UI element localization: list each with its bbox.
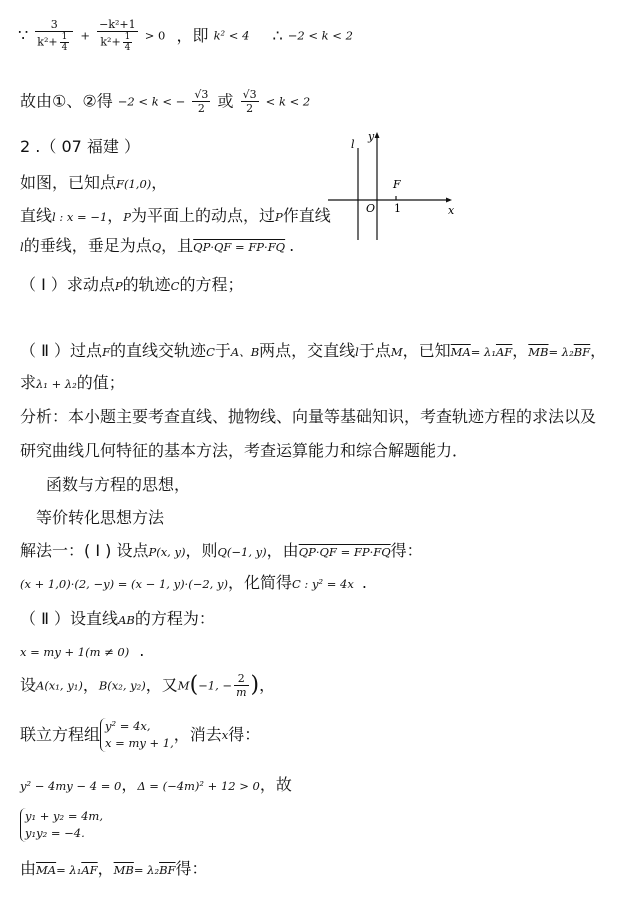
- vec-BF: $\overline{BF}$: [573, 345, 591, 359]
- part2-text-f: ，已知: [402, 341, 451, 360]
- analysis-line-c: 函数与方程的思想，: [46, 475, 191, 494]
- then-label: ，即: [176, 25, 209, 45]
- discriminant: Δ = (−4m)² + 12 > 0: [137, 779, 260, 793]
- system-text-b: ，消去: [173, 725, 222, 744]
- analysis-line-a: 分析：本小题主要考查直线、抛物线、向量等基础知识，考查轨迹方程的求法以及: [20, 407, 597, 426]
- line-ab-expr: x = my + 1(m ≠ 0): [20, 645, 130, 659]
- points-end: ，: [259, 675, 276, 695]
- line-def-comma: ，: [107, 206, 124, 225]
- line-def-text-b: 为平面上的动点，过: [131, 206, 276, 225]
- or-word: 或: [217, 91, 234, 111]
- part2-text-e: 于点: [358, 341, 391, 360]
- points-def: [20, 672, 275, 712]
- quadratic-comma: ，: [121, 775, 138, 794]
- point-P-2: P: [275, 210, 283, 224]
- analysis-line-b: 研究曲线几何特征的基本方法，考查运算能力和综合解题能力．: [20, 441, 469, 460]
- eliminate-x: x: [221, 728, 229, 742]
- line-def: [20, 205, 331, 228]
- vec-AF: $\overline{AF}$: [495, 345, 513, 359]
- line-def-text-c: 作直线: [282, 206, 331, 225]
- quadratic-expr: y² − 4my − 4 = 0: [20, 779, 122, 793]
- point-M: M: [177, 678, 190, 693]
- system-eq1: y² = 4x,: [105, 719, 151, 733]
- system-line: [20, 718, 260, 758]
- part2-end: ，: [590, 341, 607, 360]
- range-a: −2 < k < −: [117, 94, 186, 109]
- solution1-line: [20, 540, 423, 563]
- part2-sep: ，: [512, 341, 529, 360]
- M-paren-close: ): [250, 672, 260, 698]
- range-b: < k < 2: [265, 94, 311, 109]
- label-y: y: [368, 130, 375, 143]
- points-text-b: ，又: [145, 675, 178, 695]
- system-eq2: x = my + 1,: [105, 736, 174, 750]
- part2b-text-b: 的值；: [76, 373, 125, 392]
- part2-text-d: 两点，交直线: [259, 341, 356, 360]
- figure-svg: [328, 128, 458, 243]
- sol2-text-a: （ Ⅱ ）设直线: [20, 609, 119, 628]
- vieta-brace: [20, 808, 103, 842]
- part2b-line: [20, 372, 125, 395]
- sol1-text-a: 解法一：( Ⅰ ) 设点: [20, 541, 149, 560]
- x-axis-arrow: [446, 198, 452, 203]
- vec-MA: $\overline{MA}$: [450, 345, 471, 359]
- line-l-ref: l: [20, 240, 24, 254]
- part1-label: （ Ⅰ ）求动点: [20, 275, 115, 294]
- sol1-text-b: ，则: [185, 541, 218, 560]
- point-B: B(x₂, y₂): [98, 678, 146, 693]
- given-line: [20, 172, 167, 195]
- k-squared-ineq: k² < 4: [213, 28, 250, 43]
- point-A: A(x₁, y₁): [36, 678, 83, 693]
- label-l: l: [351, 138, 355, 151]
- line-l-equation: l : x = −1: [52, 210, 108, 224]
- point-Q: Q: [151, 240, 162, 254]
- line-def-text-a: 直线: [20, 206, 53, 225]
- final-vec-MB: $\overline{MB}$: [113, 863, 134, 877]
- perp-line: [20, 235, 294, 258]
- lambda-sum: λ₁ + λ₂: [36, 377, 77, 391]
- parabola-result: C : y² = 4x: [291, 577, 354, 591]
- points-comma: ，: [82, 675, 99, 695]
- vieta-eq2: y₁y₂ = −4.: [25, 826, 85, 840]
- label-F: F: [393, 178, 401, 191]
- sol1-text-c: ，由: [266, 541, 299, 560]
- part1-mid: 的轨迹: [122, 275, 171, 294]
- inequality-line: ∵ 3 k²+ $\frac{1}{4}$ + −k²+1 k²+ $\frac{1}{4}$ > 0 ，即 k² < 4 ∴ −2 < k < 2: [18, 18, 353, 53]
- part2-M: M: [390, 345, 403, 359]
- final-line: [20, 858, 208, 881]
- vieta-line: [20, 808, 103, 848]
- y-axis-arrow: [375, 132, 380, 138]
- line-ab-equation: [20, 640, 144, 663]
- part1-line: [20, 274, 244, 297]
- analysis-line-d: 等价转化思想方法: [36, 508, 165, 527]
- quadratic-line: [20, 774, 292, 797]
- system-brace: [100, 718, 174, 752]
- because-symbol: ∵: [18, 25, 29, 45]
- label-O: O: [366, 202, 376, 215]
- sol1-Q: Q(−1, y): [217, 545, 267, 559]
- sol1-calc-end: .: [361, 573, 367, 592]
- final-rhs2: = λ₂: [133, 863, 160, 877]
- solution2-line: [20, 608, 215, 631]
- fraction-2: −k²+1 k²+ $\frac{1}{4}$: [99, 18, 136, 53]
- conclusion-prefix: 故由①、②得: [20, 91, 113, 111]
- sqrt3-over-2-b: $\frac{√3}{2}$: [242, 88, 257, 115]
- final-text-b: 得：: [175, 859, 208, 878]
- dot-product-expr: (x + 1,0)·(2, −y) = (x − 1, y)·(−2, y): [20, 577, 228, 591]
- part2b-text-a: 求: [20, 373, 37, 392]
- part2-l: l: [355, 345, 359, 359]
- sol1-calc-text: ，化简得: [227, 573, 292, 592]
- part2-F: F: [102, 345, 111, 359]
- ineq-tail: > 0: [144, 28, 166, 43]
- coordinate-figure: [328, 128, 458, 243]
- perp-end: .: [289, 236, 295, 255]
- part2-C: C: [206, 345, 215, 359]
- eq1-rhs: = λ₁: [470, 345, 496, 359]
- final-rhs1: = λ₁: [56, 863, 82, 877]
- final-comma: ，: [97, 859, 114, 878]
- part2-AB: A、B: [230, 345, 260, 359]
- final-text-a: 由: [20, 859, 37, 878]
- part2-text-b: 的直线交轨迹: [110, 341, 207, 360]
- part1-P: P: [114, 279, 123, 293]
- M-coord: −1, −: [198, 678, 233, 693]
- final-vec-AF: $\overline{AF}$: [81, 863, 98, 877]
- part2-line: [20, 340, 606, 363]
- part1-C: C: [170, 279, 180, 293]
- k-range: −2 < k < 2: [287, 28, 353, 43]
- given-comma: ，: [151, 173, 168, 192]
- two-over-m: $\frac{2}{m}$: [236, 672, 247, 699]
- eq2-rhs: = λ₂: [548, 345, 574, 359]
- vieta-eq1: y₁ + y₂ = 4m,: [25, 809, 103, 823]
- final-vec-MA: $\overline{MA}$: [36, 863, 57, 877]
- therefore-symbol: ∴: [272, 25, 283, 45]
- points-text-a: 设: [20, 675, 37, 695]
- perp-text-b: ，且: [161, 236, 194, 255]
- part2-text-c: 于: [214, 341, 231, 360]
- system-text-a: 联立方程组: [20, 725, 101, 744]
- fraction-1: 3 k²+ $\frac{1}{4}$: [35, 18, 73, 53]
- sol1-P: P(x, y): [148, 545, 186, 559]
- sol2-AB: AB: [118, 613, 135, 627]
- problem-header: 2 .（ 07 福建 ）: [20, 137, 140, 156]
- line-eq-end: .: [139, 641, 145, 660]
- sol2-text-b: 的方程为：: [134, 609, 215, 628]
- sol1-vector-eq: QP·QF = FP·FQ: [298, 545, 391, 559]
- part1-end: 的方程；: [179, 275, 244, 294]
- label-x: x: [448, 204, 455, 217]
- part2-text-a: （ Ⅱ ）过点: [20, 341, 103, 360]
- quadratic-text: ，故: [259, 775, 292, 794]
- label-one: 1: [394, 202, 401, 215]
- vec-MB: $\overline{MB}$: [528, 345, 549, 359]
- point-P: P: [123, 210, 132, 224]
- sqrt3-over-2-a: $\frac{√3}{2}$: [194, 88, 209, 115]
- system-text-c: 得：: [228, 725, 261, 744]
- perp-text-a: 的垂线，垂足为点: [23, 236, 152, 255]
- solution1-calc: [20, 572, 367, 595]
- sol1-text-d: 得：: [390, 541, 423, 560]
- point-F-def: F(1,0): [116, 177, 152, 191]
- final-vec-BF: $\overline{BF}$: [159, 863, 176, 877]
- given-text: 如图，已知点: [20, 173, 117, 192]
- conclusion-line: [20, 88, 310, 115]
- M-paren-open: (: [189, 672, 199, 698]
- vector-equation: QP·QF = FP·FQ: [193, 240, 286, 254]
